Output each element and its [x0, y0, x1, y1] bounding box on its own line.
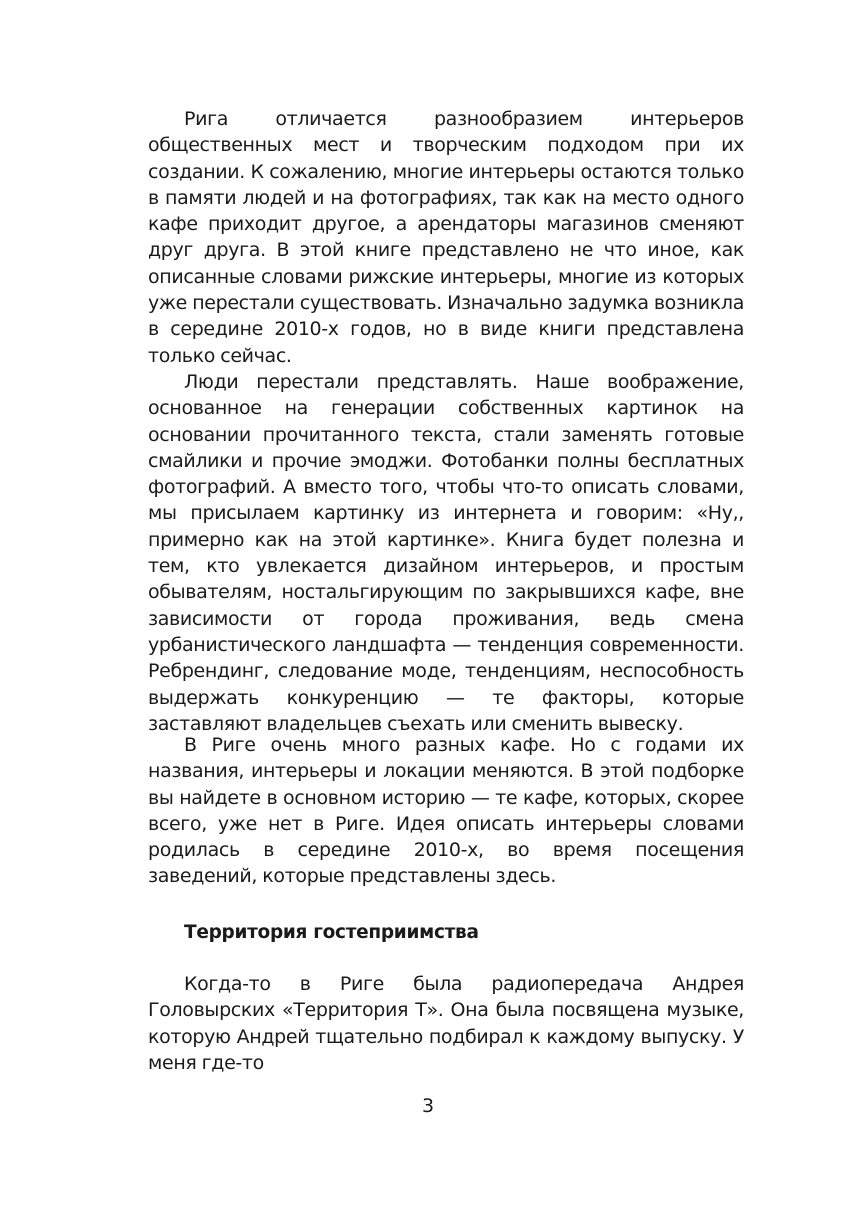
- section-text-block: [148, 971, 744, 1076]
- cafes-intro-paragraph: В Риге очень много разных кафе. Но с годами их названия, интерьеры и локации меняются. В этой подборке вы найдете в основном историю — те кафе, которых, скорее всего, уже нет в Риге. Идея описать интерьеры словами родилась в середине 2010-х, во время посещения заведений, которые представлены здесь.: [148, 734, 744, 888]
- section-heading: Территория гостеприимства: [184, 922, 479, 943]
- intro-paragraph-2: Люди перестали представлять. Наше воображение, основанное на генерации собственных картинок на основании прочитанного текста, стали заменять готовые смайлики и прочие эмоджи. Фотобанки полны бесплатных фотографий. А вместо того, чтобы что-то описать словами, мы присылаем картинку из интернета и говорим: «Ну,, примерно как на этой картинке». Книга будет полезна и тем, кто увлекается дизайном интерьеров, и простым обывателям, ностальгирующим по закрывшихся кафе, вне зависимости от города проживания, ведь смена урбанистического ландшафта — тенденция современности. Ребрендинг, следование моде, тенденциям, неспособность выдержать конкуренцию — те факторы, которые заставляют владельцев съехать или сменить вывеску.: [148, 370, 744, 735]
- intro-paragraph-1: Рига отличается разнообразием интерьеров общественных мест и творческим подходом при их создании. К сожалению, многие интерьеры остаются только в памяти людей и на фотографиях, так как на место одного кафе приходит другое, а арендаторы магазинов сменяют друг друга. В этой книге представлено не что иное, как описанные словами рижские интерьеры, многие из которых уже перестали существовать. Изначально задумка возникла в середине 2010-х годов, но в виде книги представлена только сейчас.: [148, 108, 744, 367]
- intro-text-block: [148, 106, 744, 737]
- page-number: 3: [421, 1095, 435, 1117]
- section-paragraph: Когда-то в Риге была радиопередача Андрея Головырских «Территория Т». Она была посвящена музыке, которую Андрей тщательно подбирал к каждому выпуску. У меня где-то: [148, 973, 744, 1074]
- cafes-intro-block: [148, 732, 744, 890]
